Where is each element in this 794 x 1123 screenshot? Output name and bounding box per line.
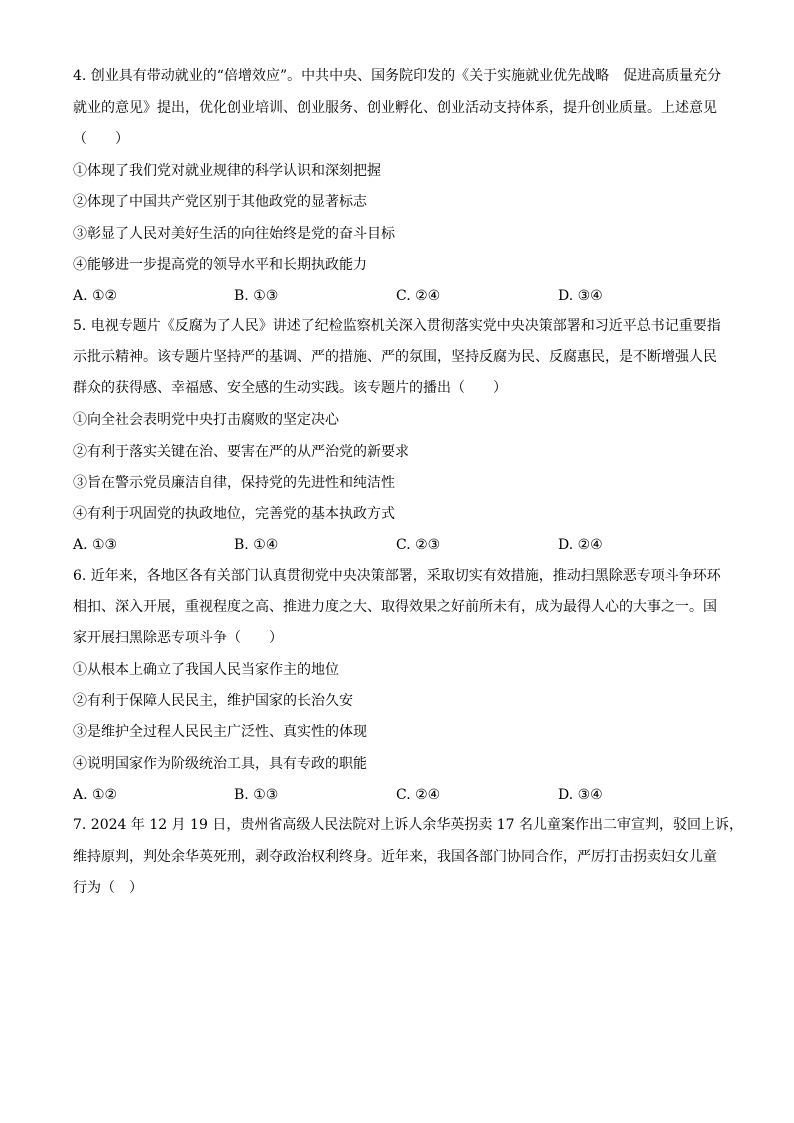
question-4-option-c: C. ②④ [396,288,441,304]
question-4-stem-line-2: 就业的意见》提出，优化创业培训、创业服务、创业孵化、创业活动支持体系，提升创业质量。上述意见 [73,100,717,116]
question-4-statement-1: ①体现了我们党对就业规律的科学认识和深刻把握 [73,163,381,179]
question-6-statement-2: ②有利于保障人民民主，维护国家的长治久安 [73,693,353,709]
question-4-statement-4: ④能够进一步提高党的领导水平和长期执政能力 [73,257,367,273]
question-6-statement-3: ③是维护全过程人民民主广泛性、真实性的体现 [73,724,367,740]
question-5-option-a: A. ①③ [73,537,118,553]
question-6-stem-line-2: 相扣、深入开展，重视程度之高、推进力度之大、取得效果之好前所未有，成为最得人心的大事之一。国 [73,599,717,615]
question-5-stem-line-2: 示批示精神。该专题片坚持严的基调、严的措施、严的氛围，坚持反腐为民、反腐惠民，是不断增强人民 [73,349,717,365]
question-5-option-d: D. ②④ [558,537,603,553]
question-7-stem-line-2: 维持原判，判处余华英死刑，剥夺政治权利终身。近年来，我国各部门协同合作，严厉打击拐卖妇女儿童 [73,849,717,865]
question-6-stem-line-1: 6. 近年来，各地区各有关部门认真贯彻党中央决策部署，采取切实有效措施，推动扫黑除恶专项斗争环环 [73,568,721,584]
question-6-statement-4: ④说明国家作为阶级统治工具，具有专政的职能 [73,756,367,772]
question-7-stem-line-3: 行为（ ） [73,880,143,896]
question-4-statement-3: ③彰显了人民对美好生活的向往始终是党的奋斗目标 [73,226,395,242]
question-4-option-a: A. ①② [73,288,118,304]
question-5-stem-line-3: 群众的获得感、幸福感、安全感的生动实践。该专题片的播出（ ） [73,380,507,396]
question-4-options [73,286,723,306]
question-5-statement-2: ②有利于落实关键在治、要害在严的从严治党的新要求 [73,444,409,460]
question-5-options [73,535,723,555]
question-5-statement-4: ④有利于巩固党的执政地位，完善党的基本执政方式 [73,506,395,522]
question-5-stem-line-1: 5. 电视专题片《反腐为了人民》讲述了纪检监察机关深入贯彻落实党中央决策部署和习近平总书记重要指 [73,318,721,334]
question-5-option-c: C. ②③ [396,537,441,553]
question-4-option-b: B. ①③ [234,288,279,304]
question-4-option-d: D. ③④ [558,288,603,304]
question-6-stem-line-3: 家开展扫黑除恶专项斗争（ ） [73,630,283,646]
question-6-option-d: D. ③④ [558,787,603,803]
question-6-option-b: B. ①③ [234,787,279,803]
question-6-options [73,785,723,805]
question-4-statement-2: ②体现了中国共产党区别于其他政党的显著标志 [73,194,367,210]
question-4-stem-line-1: 4. 创业具有带动就业的“倍增效应”。中共中央、国务院印发的《关于实施就业优先战略 促进高质量充分 [73,68,722,84]
question-7-stem-line-1: 7. 2024 年 12 月 19 日，贵州省高级人民法院对上诉人余华英拐卖 17 名儿童案作出二审宣判，驳回上诉， [73,817,744,833]
question-5-statement-3: ③旨在警示党员廉洁自律，保持党的先进性和纯洁性 [73,475,395,491]
question-6-statement-1: ①从根本上确立了我国人民当家作主的地位 [73,662,339,678]
question-6-option-a: A. ①② [73,787,118,803]
question-5-statement-1: ①向全社会表明党中央打击腐败的坚定决心 [73,412,339,428]
question-6-option-c: C. ②④ [396,787,441,803]
question-5-option-b: B. ①④ [234,537,279,553]
question-4-stem-line-3: （ ） [73,131,129,147]
